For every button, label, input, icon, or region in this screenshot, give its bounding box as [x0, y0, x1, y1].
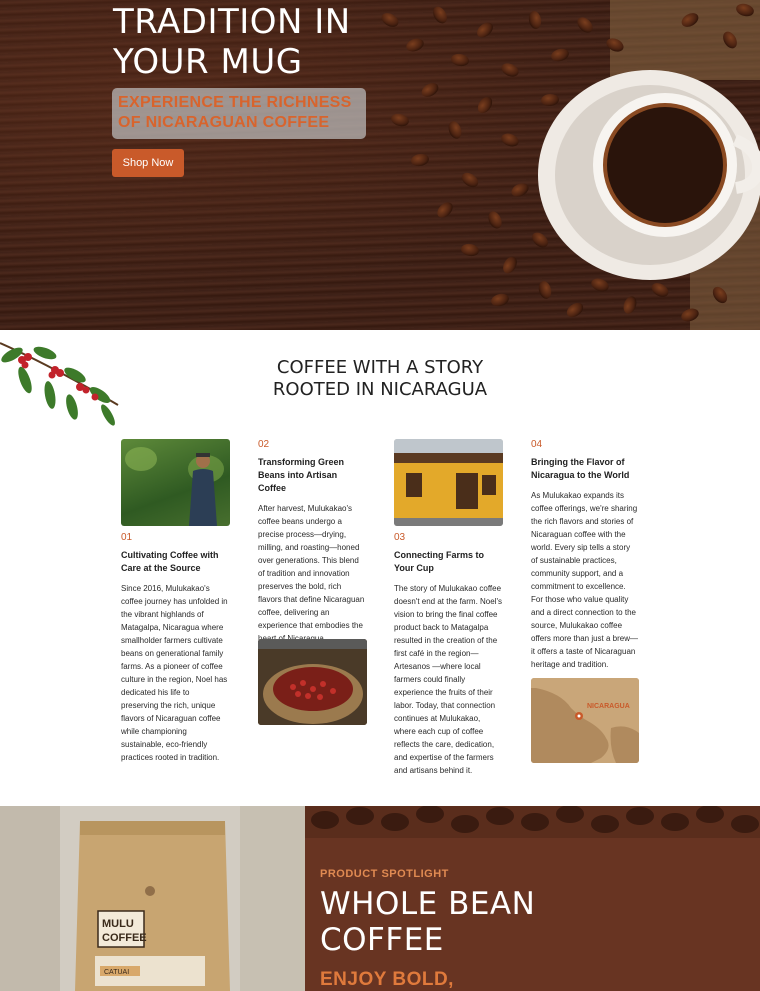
story-column-2	[258, 439, 366, 645]
story-column-3	[394, 532, 502, 777]
coffee-bag-photo	[0, 806, 305, 991]
coffee-cherries-basket-photo	[258, 639, 367, 725]
coffee-cup-image	[530, 60, 760, 280]
bag-brand-line: COFFEE	[102, 932, 147, 944]
hero-title	[113, 2, 351, 82]
product-title-line: WHOLE BEAN	[320, 886, 536, 922]
step-heading: Bringing the Flavor of Nicaragua to the World	[531, 457, 630, 480]
story-title-line: ROOTED IN NICARAGUA	[272, 379, 488, 400]
map-label: NICARAGUA	[587, 703, 630, 710]
step-heading: Transforming Green Beans into Artisan Coffee	[258, 457, 345, 493]
hero-title-line: TRADITION IN	[113, 2, 351, 42]
product-spotlight-label: PRODUCT SPOTLIGHT	[320, 868, 449, 880]
hero-subtitle-line: EXPERIENCE THE RICHNESS	[118, 94, 352, 111]
story-column-4	[531, 439, 639, 671]
step-number: 03	[394, 532, 406, 543]
step-heading: Cultivating Coffee with Care at the Source	[121, 550, 219, 573]
bag-variety: CATUAI	[104, 969, 130, 976]
story-column-1	[121, 532, 229, 764]
shop-now-button[interactable]: Shop Now	[112, 149, 184, 177]
hero-subtitle	[112, 88, 366, 139]
step-heading: Connecting Farms to Your Cup	[394, 550, 485, 573]
story-title-line: COFFEE WITH A STORY	[276, 357, 484, 378]
bag-brand-line: MULU	[102, 918, 134, 930]
hero-subtitle-line: OF NICARAGUAN COFFEE	[118, 114, 330, 131]
step-body: The story of Mulukakao coffee doesn't end at the farm. Noel's vision to bring the final coffee product back to Matagalpa resulted in the creation of the first café in the region—Artesanos —where local farmers could finally experience the fruits of their labor. Today, that connection continues at Mulukakao, where each cup of coffee reflects the care, dedication, and expertise of the farmers and artisans behind it.	[394, 584, 503, 775]
step-body: Since 2016, Mulukakao's coffee journey has unfolded in the vibrant highlands of Matagalpa, Nicaragua where smallholder farmers cultivate beans on generational family farms. As a pioneer of coffee culture in the region, Noel has dedicated his life to preserving the rich, unique flavors of Nicaraguan coffee while championing sustainable, eco-friendly practices rooted in tradition.	[121, 584, 228, 762]
farmer-photo	[121, 439, 230, 526]
product-title-line: COFFEE	[320, 922, 444, 958]
step-number: 02	[258, 439, 270, 450]
product-title	[320, 886, 535, 958]
step-body: After harvest, Mulukakao's coffee beans undergo a precise process—drying, milling, and roasting—honed over generations. This blend of tradition and innovation preserves the bold, rich flavors that define Nicaraguan coffee, delivering an experience that embodies the	[258, 504, 365, 630]
nicaragua-map-image	[531, 678, 639, 763]
step-number: 01	[121, 532, 133, 543]
product-subtitle: ENJOY BOLD,	[320, 969, 454, 990]
story-section-title	[0, 357, 760, 401]
cafe-storefront-photo	[394, 439, 503, 526]
step-number: 04	[531, 439, 543, 450]
hero-section	[0, 0, 760, 330]
hero-title-line: YOUR MUG	[113, 42, 303, 82]
step-body: As Mulukakao expands its coffee offerings, we're sharing the rich flavors and stories of Nicaraguan coffee with the world. Every sip tells a story of sustainable practices, community support, and a commitment to excellence. For those who value quality and a direct connection to the source, Mulukakao coffee offers more than just a brew—it offers a taste of Nicaraguan heritage and tradition.	[531, 491, 639, 669]
